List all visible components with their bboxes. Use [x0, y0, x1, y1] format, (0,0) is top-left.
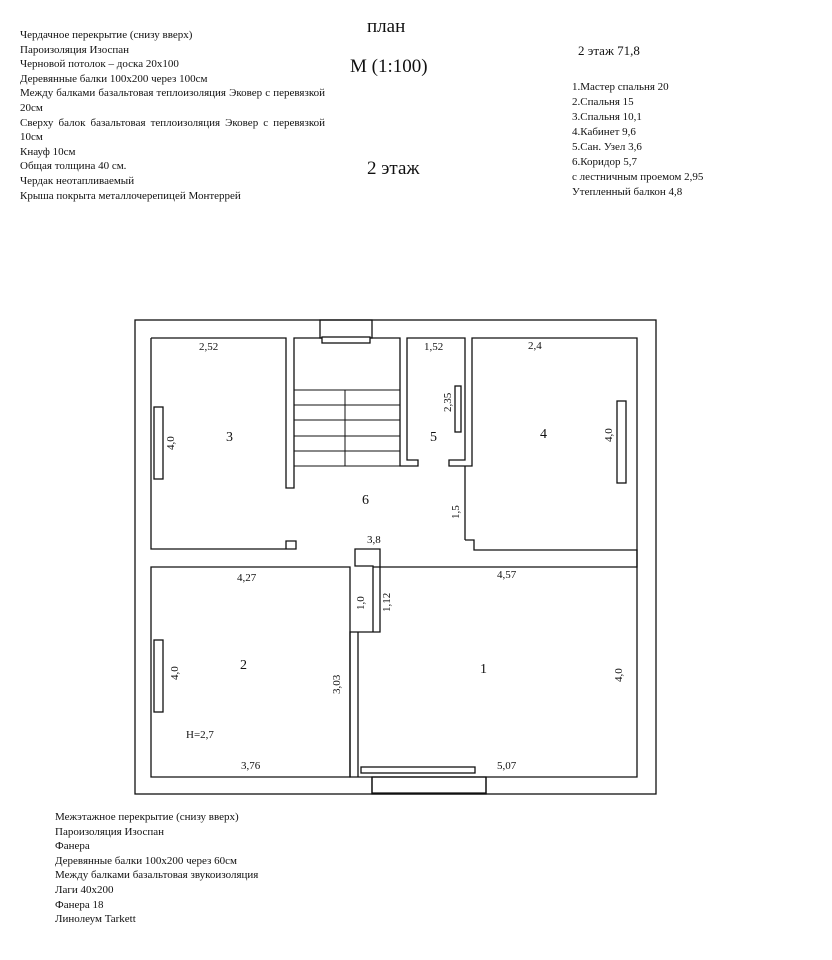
window-room2	[154, 640, 163, 712]
room1-top-wall	[373, 540, 637, 567]
attic-line: Пароизоляция Изоспан	[20, 43, 130, 56]
partition-room5	[455, 386, 461, 432]
dim-label: 5,07	[497, 760, 517, 772]
attic-line: Чердачное перекрытие (снизу вверх)	[20, 29, 193, 41]
dim-label: 1,5	[450, 505, 462, 519]
dim-label: 1,52	[424, 341, 444, 353]
dim-label: 3,8	[367, 534, 381, 546]
plan-title: план	[367, 16, 406, 37]
stair-outline	[294, 390, 400, 466]
dim-label: 2,35	[442, 392, 454, 412]
dim-label: 4,0	[169, 666, 181, 680]
dim-label: 1,12	[381, 592, 393, 612]
room-list-item: 6.Коридор 5,7	[572, 156, 638, 168]
dim-label: 4,0	[613, 668, 625, 682]
ceiling-height-label: H=2,7	[186, 729, 214, 741]
dim-label: 1,0	[355, 596, 367, 610]
room-list-item: 5.Сан. Узел 3,6	[572, 141, 642, 153]
dim-label: 4,0	[603, 428, 615, 442]
attic-line: Чердак неотапливаемый	[20, 174, 135, 187]
room-number-1: 1	[480, 662, 487, 677]
room-list-item: 3.Спальня 10,1	[572, 111, 642, 123]
room-number-5: 5	[430, 430, 437, 445]
window-room4	[617, 401, 626, 483]
dim-label: 2,52	[199, 341, 219, 353]
attic-line: Крыша покрыта металлочерепицей Монтеррей	[20, 189, 241, 202]
attic-line: Сверху балок базальтовая теплоизоляция Эковер с перевязкой 10см	[20, 116, 325, 144]
room-number-4: 4	[540, 427, 547, 442]
room-list-item: Утепленный балкон 4,8	[572, 186, 683, 198]
dim-label: 3,76	[241, 760, 261, 772]
slab-line: Пароизоляция Изоспан	[55, 825, 165, 838]
attic-line: Кнауф 10см	[20, 145, 76, 158]
dim-label: 4,0	[165, 436, 177, 450]
attic-line: Общая толщина 40 см.	[20, 160, 127, 173]
attic-line: Между балками базальтовая теплоизоляция Эковер с перевязкой 20см	[20, 87, 325, 114]
floor-area-label: 2 этаж 71,8	[578, 43, 640, 58]
room-list-item: с лестничным проемом 2,95	[572, 171, 704, 183]
slab-line: Фанера	[55, 840, 90, 853]
room-list-item: 1.Мастер спальня 20	[572, 81, 669, 93]
dim-label: 4,57	[497, 569, 517, 581]
room-number-3: 3	[226, 430, 233, 445]
room-list-item: 4.Кабинет 9,6	[572, 126, 636, 138]
slab-line: Межэтажное перекрытие (снизу вверх)	[55, 811, 239, 823]
dim-label: 3,03	[331, 674, 343, 694]
room-list-item: 2.Спальня 15	[572, 96, 634, 108]
outer-wall-outline	[135, 320, 656, 794]
walls	[135, 320, 656, 794]
interior-walls	[151, 338, 637, 793]
dim-label: 4,27	[237, 572, 257, 584]
slab-line: Линолеум Tarkett	[55, 913, 136, 926]
floor-title: 2 этаж	[367, 158, 420, 179]
staircase	[294, 390, 400, 466]
attic-line: Черновой потолок – доска 20х100	[20, 58, 179, 71]
slab-line: Между балками базальтовая звукоизоляция	[55, 869, 259, 882]
slab-line: Деревянные балки 100х200 через 60см	[55, 854, 237, 867]
bottom-opening	[372, 777, 486, 794]
floor-slab-notes	[55, 810, 258, 927]
attic-line: Деревянные балки 100х200 через 100см	[20, 72, 208, 85]
slab-line: Фанера 18	[55, 898, 104, 911]
slab-line: Лаги 40х200	[55, 883, 114, 896]
top-opening	[320, 320, 372, 338]
scale-label: М (1:100)	[350, 56, 428, 77]
window-top	[322, 337, 370, 343]
room-number-6: 6	[362, 493, 369, 508]
room-number-2: 2	[240, 658, 247, 673]
windows	[154, 337, 626, 773]
window-room3	[154, 407, 163, 479]
dim-label: 2,4	[528, 340, 542, 352]
window-room1	[361, 767, 475, 773]
